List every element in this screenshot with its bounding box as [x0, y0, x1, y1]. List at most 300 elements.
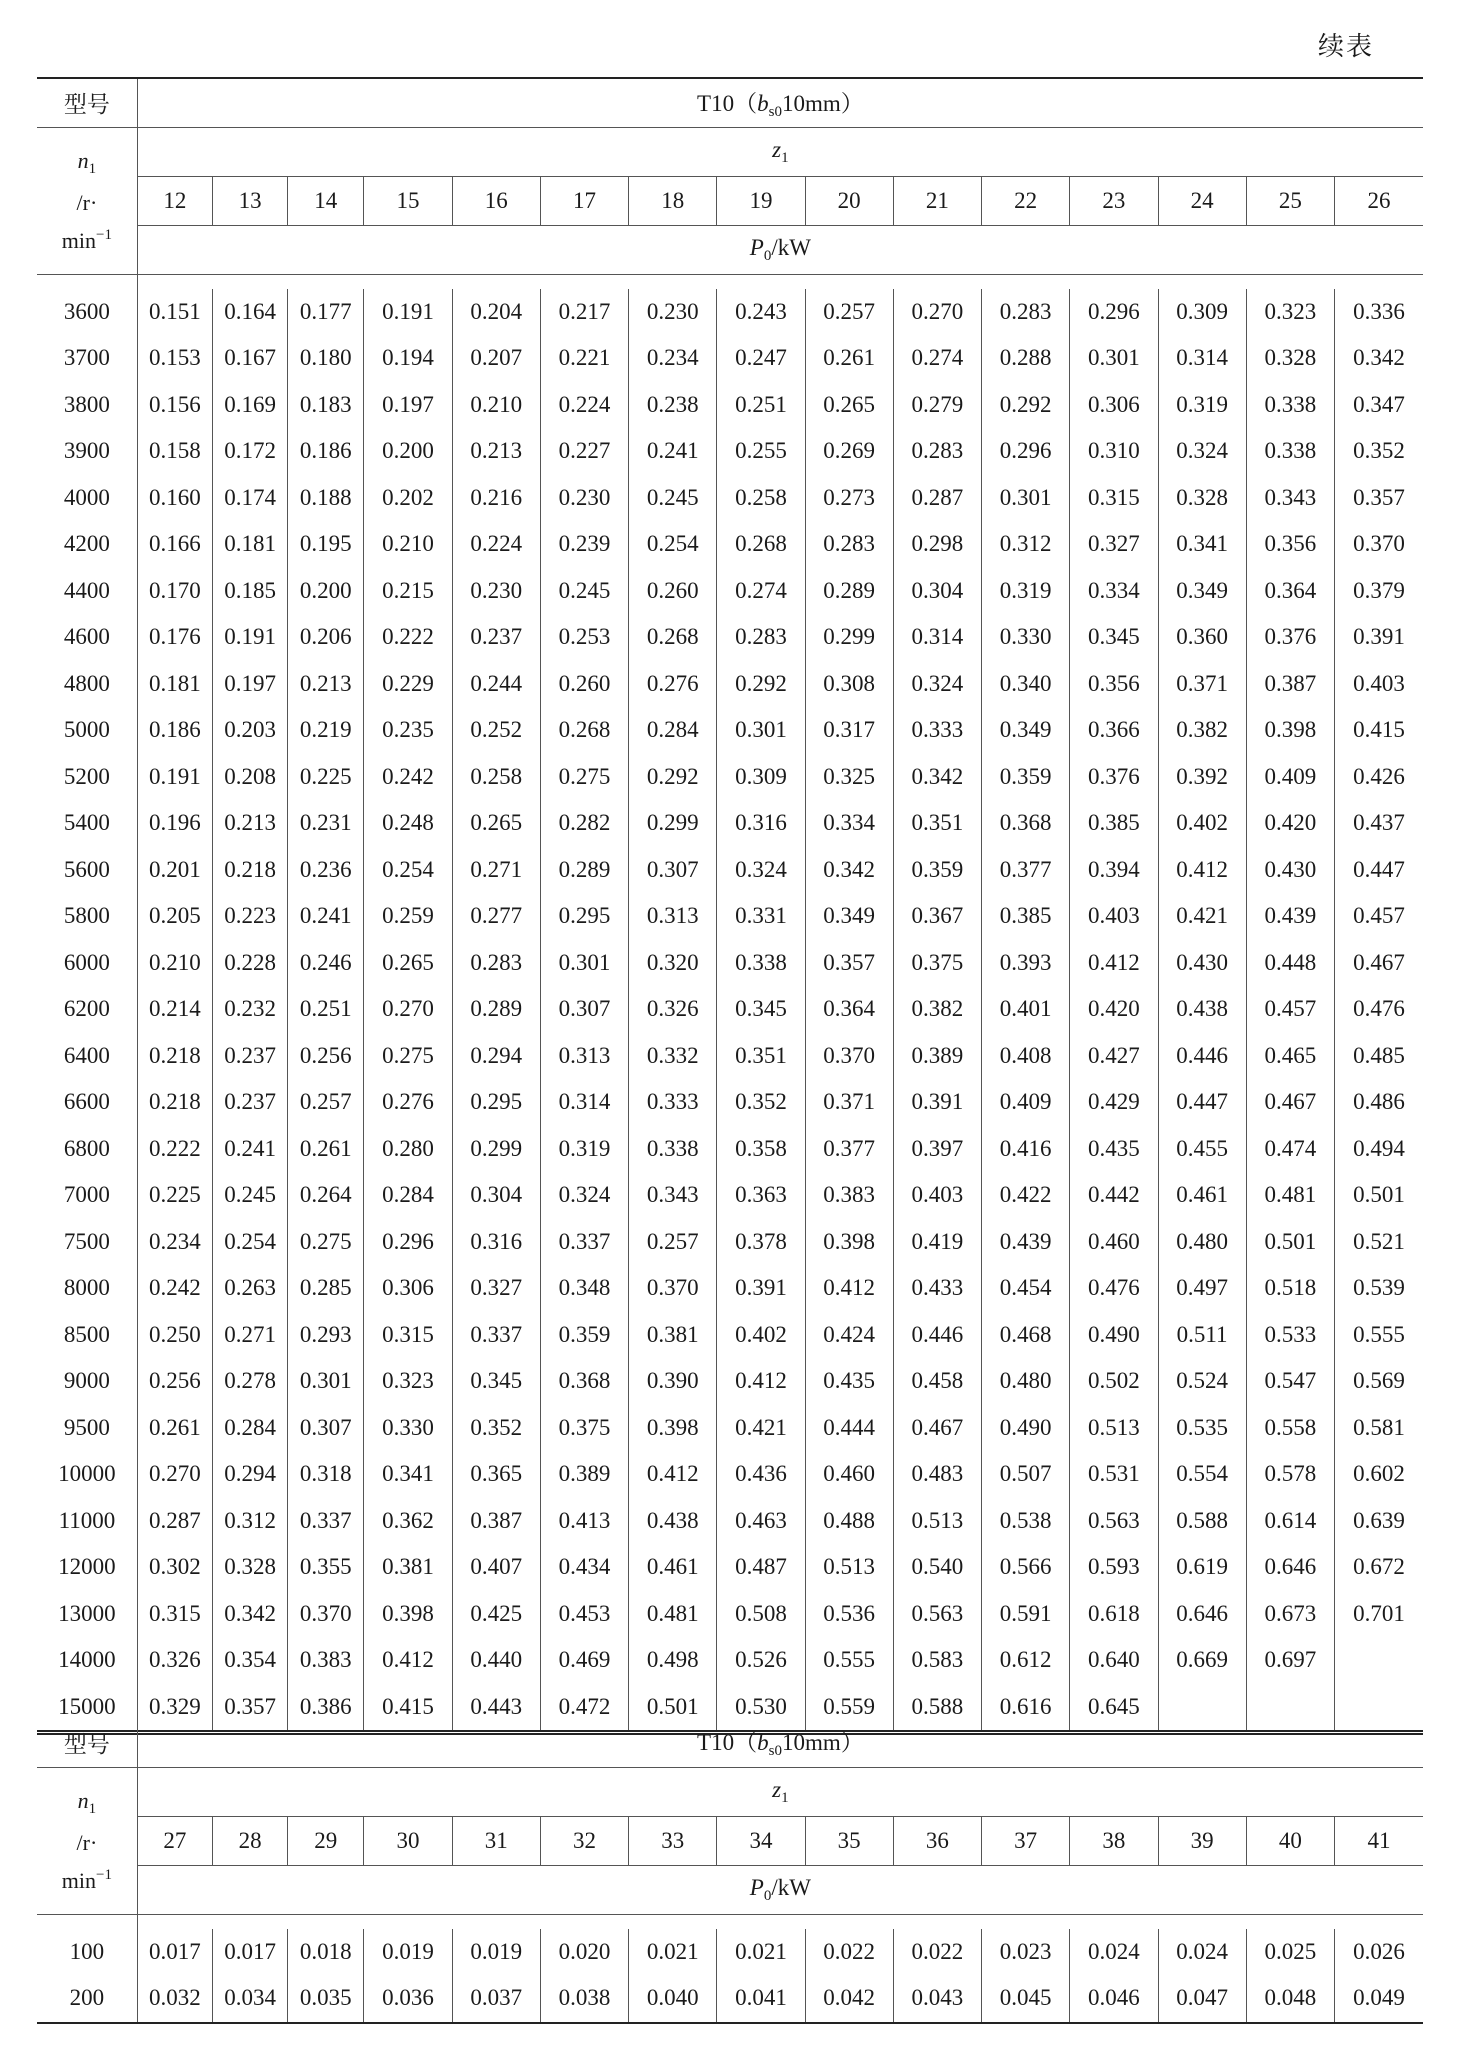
power-cell: 0.194	[364, 335, 452, 382]
z-value: 32	[540, 1816, 628, 1865]
power-cell: 0.461	[629, 1544, 717, 1591]
rpm-cell: 6000	[63, 949, 110, 975]
power-cell: 0.513	[805, 1544, 893, 1591]
z-value: 17	[540, 176, 628, 225]
power-cell: 0.315	[1070, 475, 1158, 522]
power-cell: 0.494	[1334, 1126, 1423, 1173]
table-row	[37, 1033, 1423, 1080]
power-cell: 0.448	[1246, 940, 1334, 987]
power-cell: 0.391	[1334, 614, 1423, 661]
z-value: 41	[1334, 1816, 1423, 1865]
power-cell: 0.234	[629, 335, 717, 382]
power-cell: 0.490	[1070, 1312, 1158, 1359]
power-cell: 0.207	[452, 335, 540, 382]
power-cell: 0.258	[452, 754, 540, 801]
power-cell: 0.259	[364, 893, 452, 940]
power-cell: 0.345	[1070, 614, 1158, 661]
power-cell: 0.327	[452, 1265, 540, 1312]
power-cell: 0.427	[1070, 1033, 1158, 1080]
power-cell: 0.218	[137, 1033, 212, 1080]
table-row	[37, 475, 1423, 522]
power-cell: 0.268	[717, 521, 805, 568]
power-cell: 0.210	[452, 382, 540, 429]
continued-label: 续表	[1317, 32, 1374, 62]
power-cell: 0.176	[137, 614, 212, 661]
power-cell: 0.415	[364, 1684, 452, 1733]
power-cell: 0.457	[1334, 893, 1423, 940]
power-cell: 0.022	[893, 1929, 981, 1976]
power-cell: 0.299	[629, 800, 717, 847]
power-cell: 0.430	[1246, 847, 1334, 894]
power-cell: 0.283	[452, 940, 540, 987]
power-cell: 0.034	[212, 1975, 287, 2023]
power-cell: 0.526	[717, 1637, 805, 1684]
power-cell: 0.164	[212, 289, 287, 336]
power-cell: 0.244	[452, 661, 540, 708]
rpm-cell: 5400	[63, 810, 110, 836]
power-cell: 0.444	[805, 1405, 893, 1452]
z-label: $z_1$	[137, 1767, 1423, 1816]
power-cell: 0.287	[893, 475, 981, 522]
power-cell: 0.463	[717, 1498, 805, 1545]
power-cell: 0.334	[805, 800, 893, 847]
rpm-cell: 10000	[58, 1461, 116, 1487]
power-cell: 0.306	[364, 1265, 452, 1312]
power-cell: 0.203	[212, 707, 287, 754]
model-value: $T10(b_{s0}10mm)$	[137, 1718, 1423, 1767]
rpm-cell: 3800	[63, 391, 110, 417]
table-row	[37, 1498, 1423, 1545]
power-cell: 0.333	[893, 707, 981, 754]
power-cell: 0.195	[288, 521, 364, 568]
power-cell: 0.236	[288, 847, 364, 894]
z-value: 13	[212, 176, 287, 225]
power-cell: 0.357	[1334, 475, 1423, 522]
power-cell: 0.021	[629, 1929, 717, 1976]
power-cell: 0.397	[893, 1126, 981, 1173]
power-cell: 0.439	[982, 1219, 1070, 1266]
power-cell: 0.357	[212, 1684, 287, 1733]
power-cell: 0.043	[893, 1975, 981, 2023]
table-row	[37, 661, 1423, 708]
power-cell: 0.214	[137, 986, 212, 1033]
power-cell: 0.394	[1070, 847, 1158, 894]
power-cell: 0.365	[452, 1451, 540, 1498]
power-cell: 0.349	[1158, 568, 1246, 615]
power-cell: 0.020	[540, 1929, 628, 1976]
rpm-cell: 4400	[63, 577, 110, 603]
table-row	[37, 800, 1423, 847]
power-cell: 0.437	[1334, 800, 1423, 847]
power-cell: 0.338	[717, 940, 805, 987]
rpm-cell: 6200	[63, 996, 110, 1022]
power-cell: 0.426	[1334, 754, 1423, 801]
power-cell: 0.439	[1246, 893, 1334, 940]
table-row	[37, 893, 1423, 940]
power-cell: 0.293	[288, 1312, 364, 1359]
power-cell: 0.224	[540, 382, 628, 429]
power-cell: 0.540	[893, 1544, 981, 1591]
power-cell: 0.169	[212, 382, 287, 429]
power-cell: 0.391	[893, 1079, 981, 1126]
power-cell: 0.255	[717, 428, 805, 475]
power-cell: 0.343	[629, 1172, 717, 1219]
table-row	[37, 382, 1423, 429]
power-cell: 0.476	[1070, 1265, 1158, 1312]
power-cell: 0.368	[982, 800, 1070, 847]
power-cell: 0.287	[137, 1498, 212, 1545]
power-cell: 0.156	[137, 382, 212, 429]
power-cell: 0.467	[1334, 940, 1423, 987]
power-cell: 0.036	[364, 1975, 452, 2023]
z-label: $z_1$	[137, 127, 1423, 176]
power-cell: 0.271	[212, 1312, 287, 1359]
power-cell: 0.412	[629, 1451, 717, 1498]
power-cell: 0.370	[805, 1033, 893, 1080]
power-cell: 0.403	[1070, 893, 1158, 940]
power-cell: 0.304	[452, 1172, 540, 1219]
power-cell: 0.314	[540, 1079, 628, 1126]
power-cell: 0.338	[629, 1126, 717, 1173]
power-cell: 0.232	[212, 986, 287, 1033]
power-cell: 0.588	[1158, 1498, 1246, 1545]
power-cell: 0.697	[1246, 1637, 1334, 1684]
power-cell: 0.219	[288, 707, 364, 754]
table-row	[37, 1975, 1423, 2023]
z-value: 39	[1158, 1816, 1246, 1865]
power-cell: 0.329	[137, 1684, 212, 1733]
power-cell: 0.301	[1070, 335, 1158, 382]
power-table-1	[37, 77, 1423, 1735]
power-cell: 0.310	[1070, 428, 1158, 475]
power-cell: 0.474	[1246, 1126, 1334, 1173]
power-cell: 0.312	[982, 521, 1070, 568]
power-cell: 0.302	[137, 1544, 212, 1591]
power-cell: 0.349	[982, 707, 1070, 754]
power-cell: 0.387	[452, 1498, 540, 1545]
power-cell: 0.309	[717, 754, 805, 801]
power-cell: 0.424	[805, 1312, 893, 1359]
power-cell: 0.307	[629, 847, 717, 894]
power-cell: 0.273	[805, 475, 893, 522]
power-cell: 0.593	[1070, 1544, 1158, 1591]
power-cell: 0.378	[717, 1219, 805, 1266]
power-cell: 0.177	[288, 289, 364, 336]
power-cell: 0.268	[629, 614, 717, 661]
power-cell: 0.412	[1158, 847, 1246, 894]
power-cell: 0.393	[982, 940, 1070, 987]
power-cell: 0.325	[805, 754, 893, 801]
power-cell: 0.299	[805, 614, 893, 661]
power-cell: 0.480	[1158, 1219, 1246, 1266]
power-cell: 0.566	[982, 1544, 1070, 1591]
rpm-cell: 13000	[58, 1600, 116, 1626]
table-row	[37, 754, 1423, 801]
power-cell: 0.483	[893, 1451, 981, 1498]
power-cell: 0.581	[1334, 1405, 1423, 1452]
power-cell: 0.234	[137, 1219, 212, 1266]
power-cell: 0.292	[717, 661, 805, 708]
power-cell: 0.538	[982, 1498, 1070, 1545]
power-cell: 0.521	[1334, 1219, 1423, 1266]
rpm-cell: 15000	[58, 1693, 116, 1719]
power-cell: 0.467	[893, 1405, 981, 1452]
table-row	[37, 1405, 1423, 1452]
power-cell: 0.248	[364, 800, 452, 847]
power-cell: 0.254	[629, 521, 717, 568]
power-cell: 0.261	[137, 1405, 212, 1452]
power-cell: 0.381	[364, 1544, 452, 1591]
model-label: 型号	[37, 78, 137, 127]
power-cell: 0.204	[452, 289, 540, 336]
rpm-cell: 3600	[63, 298, 110, 324]
power-cell: 0.251	[288, 986, 364, 1033]
power-cell: 0.416	[982, 1126, 1070, 1173]
power-cell: 0.298	[893, 521, 981, 568]
power-cell: 0.191	[137, 754, 212, 801]
power-cell: 0.669	[1158, 1637, 1246, 1684]
power-cell: 0.222	[137, 1126, 212, 1173]
power-cell: 0.200	[288, 568, 364, 615]
power-cell: 0.257	[629, 1219, 717, 1266]
power-cell: 0.531	[1070, 1451, 1158, 1498]
power-cell: 0.355	[288, 1544, 364, 1591]
power-cell: 0.185	[212, 568, 287, 615]
power-cell: 0.385	[982, 893, 1070, 940]
power-cell: 0.243	[717, 289, 805, 336]
power-cell: 0.377	[805, 1126, 893, 1173]
power-cell: 0.256	[288, 1033, 364, 1080]
power-cell: 0.292	[982, 382, 1070, 429]
power-cell: 0.385	[1070, 800, 1158, 847]
power-cell: 0.213	[212, 800, 287, 847]
power-cell: 0.409	[1246, 754, 1334, 801]
power-cell: 0.533	[1246, 1312, 1334, 1359]
model-value: $T10(b_{s0}10mm)$	[137, 78, 1423, 127]
power-cell: 0.319	[1158, 382, 1246, 429]
power-cell: 0.296	[982, 428, 1070, 475]
power-cell: 0.230	[629, 289, 717, 336]
power-cell: 0.245	[629, 475, 717, 522]
model-label: 型号	[37, 1718, 137, 1767]
power-cell: 0.352	[452, 1405, 540, 1452]
power-cell: 0.024	[1070, 1929, 1158, 1976]
table-row	[37, 1312, 1423, 1359]
power-cell: 0.401	[982, 986, 1070, 1033]
z-value: 22	[982, 176, 1070, 225]
power-cell: 0.047	[1158, 1975, 1246, 2023]
power-cell: 0.260	[629, 568, 717, 615]
power-cell: 0.032	[137, 1975, 212, 2023]
power-cell: 0.602	[1334, 1451, 1423, 1498]
power-cell: 0.387	[1246, 661, 1334, 708]
power-cell: 0.327	[1070, 521, 1158, 568]
power-cell: 0.319	[540, 1126, 628, 1173]
rpm-cell: 100	[69, 1938, 105, 1964]
power-cell: 0.367	[893, 893, 981, 940]
power-cell: 0.498	[629, 1637, 717, 1684]
power-cell: 0.208	[212, 754, 287, 801]
power-cell: 0.205	[137, 893, 212, 940]
power-cell: 0.324	[717, 847, 805, 894]
power-cell: 0.413	[540, 1498, 628, 1545]
power-cell: 0.467	[1246, 1079, 1334, 1126]
power-cell: 0.301	[982, 475, 1070, 522]
power-cell: 0.446	[893, 1312, 981, 1359]
rpm-cell: 9000	[63, 1368, 110, 1394]
power-cell: 0.420	[1070, 986, 1158, 1033]
power-cell: 0.539	[1334, 1265, 1423, 1312]
power-cell: 0.276	[364, 1079, 452, 1126]
power-cell: 0.460	[805, 1451, 893, 1498]
power-cell: 0.282	[540, 800, 628, 847]
power-cell: 0.023	[982, 1929, 1070, 1976]
rpm-cell: 5800	[63, 903, 110, 929]
power-cell: 0.289	[452, 986, 540, 1033]
rpm-cell: 7500	[63, 1228, 110, 1254]
power-cell: 0.324	[893, 661, 981, 708]
power-cell: 0.228	[212, 940, 287, 987]
power-cell: 0.227	[540, 428, 628, 475]
power-cell: 0.501	[1246, 1219, 1334, 1266]
power-cell: 0.447	[1334, 847, 1423, 894]
table-row	[37, 568, 1423, 615]
power-cell: 0.223	[212, 893, 287, 940]
power-cell: 0.296	[364, 1219, 452, 1266]
power-cell: 0.046	[1070, 1975, 1158, 2023]
z-value: 25	[1246, 176, 1334, 225]
rpm-cell: 6800	[63, 1135, 110, 1161]
power-cell: 0.275	[288, 1219, 364, 1266]
power-cell: 0.299	[452, 1126, 540, 1173]
power-cell: 0.485	[1334, 1033, 1423, 1080]
power-cell: 0.021	[717, 1929, 805, 1976]
rpm-cell: 9500	[63, 1414, 110, 1440]
table-row	[37, 940, 1423, 987]
power-cell	[1334, 1637, 1423, 1684]
power-cell: 0.318	[288, 1451, 364, 1498]
power-cell: 0.270	[137, 1451, 212, 1498]
power-cell: 0.158	[137, 428, 212, 475]
power-cell: 0.412	[805, 1265, 893, 1312]
power-cell: 0.301	[717, 707, 805, 754]
power-cell: 0.347	[1334, 382, 1423, 429]
power-cell: 0.619	[1158, 1544, 1246, 1591]
power-cell: 0.354	[212, 1637, 287, 1684]
power-cell: 0.338	[1246, 382, 1334, 429]
power-cell: 0.547	[1246, 1358, 1334, 1405]
rpm-cell: 5200	[63, 763, 110, 789]
power-cell: 0.480	[982, 1358, 1070, 1405]
power-cell: 0.186	[137, 707, 212, 754]
power-cell: 0.245	[540, 568, 628, 615]
power-cell: 0.447	[1158, 1079, 1246, 1126]
power-cell: 0.316	[717, 800, 805, 847]
power-cell: 0.356	[1070, 661, 1158, 708]
power-cell: 0.535	[1158, 1405, 1246, 1452]
z-value: 40	[1246, 1816, 1334, 1865]
power-cell: 0.345	[717, 986, 805, 1033]
power-cell: 0.409	[982, 1079, 1070, 1126]
power-cell: 0.289	[805, 568, 893, 615]
table-row	[37, 1929, 1423, 1976]
power-cell: 0.438	[629, 1498, 717, 1545]
power-cell: 0.307	[540, 986, 628, 1033]
power-cell: 0.434	[540, 1544, 628, 1591]
power-cell: 0.408	[982, 1033, 1070, 1080]
power-cell: 0.563	[893, 1591, 981, 1638]
z-values-row	[37, 1816, 1423, 1865]
power-cell: 0.265	[805, 382, 893, 429]
power-cell: 0.263	[212, 1265, 287, 1312]
power-cell: 0.536	[805, 1591, 893, 1638]
power-cell: 0.425	[452, 1591, 540, 1638]
power-cell: 0.352	[1334, 428, 1423, 475]
power-cell: 0.588	[893, 1684, 981, 1733]
power-cell: 0.502	[1070, 1358, 1158, 1405]
table-row	[37, 1172, 1423, 1219]
power-cell: 0.487	[717, 1544, 805, 1591]
power-cell: 0.241	[212, 1126, 287, 1173]
power-cell: 0.412	[364, 1637, 452, 1684]
z-value: 21	[893, 176, 981, 225]
power-cell: 0.640	[1070, 1637, 1158, 1684]
z-value: 15	[364, 176, 452, 225]
table-row	[37, 1591, 1423, 1638]
rpm-cell: 4000	[63, 484, 110, 510]
power-cell: 0.151	[137, 289, 212, 336]
power-cell: 0.284	[212, 1405, 287, 1452]
power-cell: 0.359	[982, 754, 1070, 801]
power-cell: 0.371	[805, 1079, 893, 1126]
power-cell: 0.222	[364, 614, 452, 661]
rpm-cell: 5600	[63, 856, 110, 882]
z-value: 36	[893, 1816, 981, 1865]
power-cell: 0.511	[1158, 1312, 1246, 1359]
power-cell: 0.316	[452, 1219, 540, 1266]
power-cell: 0.040	[629, 1975, 717, 2023]
power-cell: 0.218	[212, 847, 287, 894]
power-cell: 0.377	[982, 847, 1070, 894]
power-cell: 0.412	[717, 1358, 805, 1405]
power-cell: 0.340	[982, 661, 1070, 708]
power-cell: 0.352	[717, 1079, 805, 1126]
power-cell: 0.221	[540, 335, 628, 382]
z-value: 34	[717, 1816, 805, 1865]
power-cell: 0.442	[1070, 1172, 1158, 1219]
table-row	[37, 1079, 1423, 1126]
power-cell: 0.370	[288, 1591, 364, 1638]
power-cell: 0.555	[805, 1637, 893, 1684]
power-cell: 0.328	[212, 1544, 287, 1591]
power-cell: 0.283	[805, 521, 893, 568]
power-cell: 0.403	[893, 1172, 981, 1219]
z-value: 12	[137, 176, 212, 225]
power-cell: 0.301	[540, 940, 628, 987]
table-row	[37, 1451, 1423, 1498]
power-cell: 0.041	[717, 1975, 805, 2023]
power-cell: 0.376	[1070, 754, 1158, 801]
rpm-cell: 3700	[63, 345, 110, 371]
power-cell: 0.038	[540, 1975, 628, 2023]
power-cell: 0.037	[452, 1975, 540, 2023]
power-cell: 0.639	[1334, 1498, 1423, 1545]
rpm-cell: 4800	[63, 670, 110, 696]
power-cell: 0.017	[212, 1929, 287, 1976]
z-value: 24	[1158, 176, 1246, 225]
table-row	[37, 428, 1423, 475]
power-cell: 0.295	[540, 893, 628, 940]
